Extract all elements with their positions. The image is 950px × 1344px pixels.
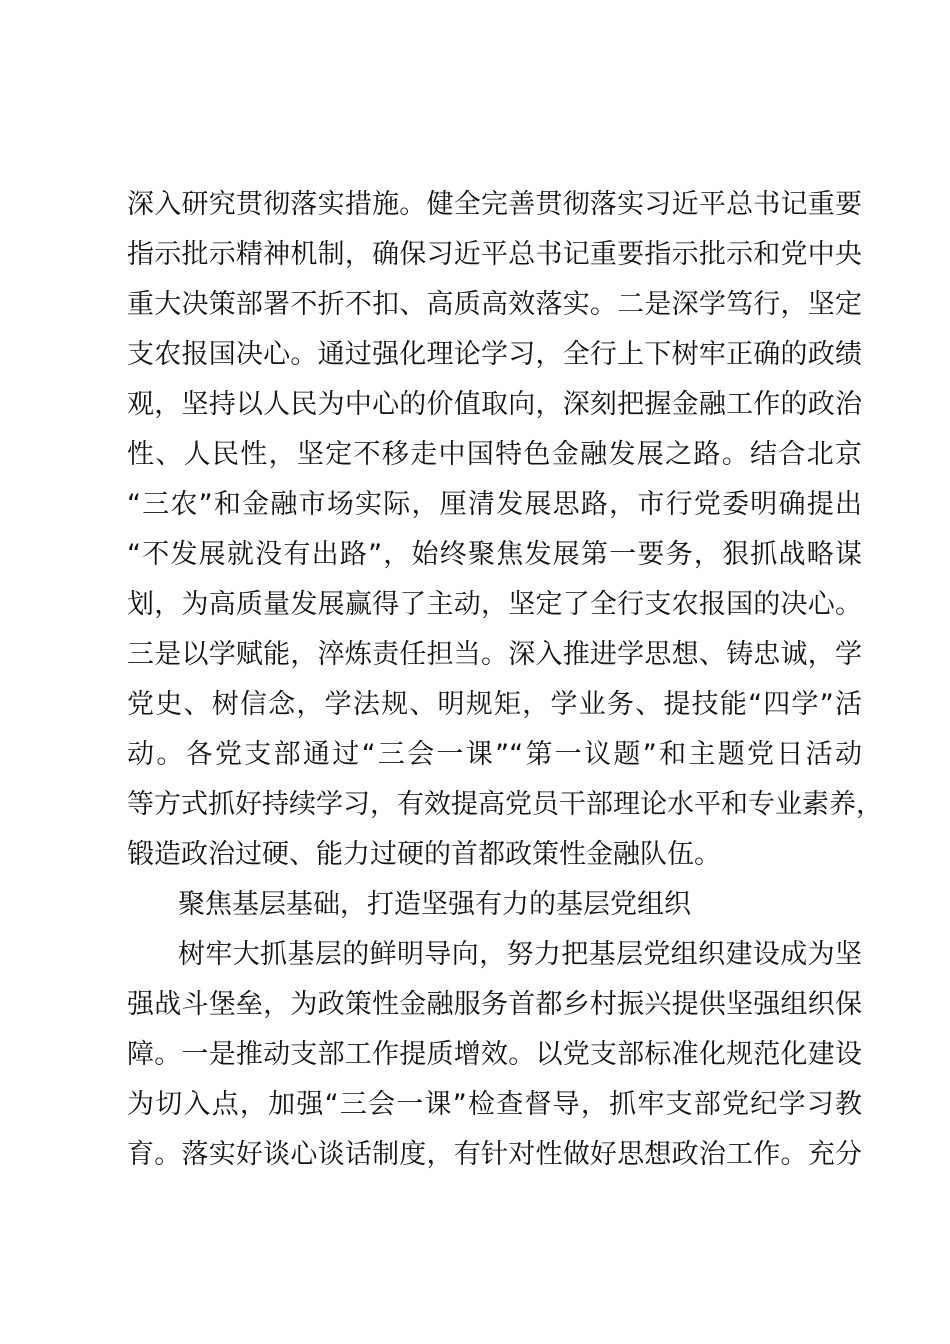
text-line: “不发展就没有出路”，始终聚焦发展第一要务，狠抓战略谋 xyxy=(127,539,862,570)
text-line: 障。一是推动支部工作提质增效。以党支部标准化规范化建设 xyxy=(127,1039,862,1070)
text-line: 三是以学赋能，淬炼责任担当。深入推进学思想、铸忠诚，学 xyxy=(127,639,862,670)
text-line: 划，为高质量发展赢得了主动，坚定了全行支农报国的决心。 xyxy=(127,589,862,620)
text-line: 强战斗堡垒，为政策性金融服务首都乡村振兴提供坚强组织保 xyxy=(127,989,862,1020)
text-line: 党史、树信念，学法规、明规矩，学业务、提技能“四学”活 xyxy=(127,689,862,720)
text-line: 为切入点，加强“三会一课”检查督导，抓牢支部党纪学习教 xyxy=(127,1089,862,1120)
section-heading: 聚焦基层基础，打造坚强有力的基层党组织 xyxy=(178,889,691,920)
text-line: 等方式抓好持续学习，有效提高党员干部理论水平和专业素养， xyxy=(127,789,883,820)
text-line: 育。落实好谈心谈话制度，有针对性做好思想政治工作。充分 xyxy=(127,1139,862,1170)
text-line: 动。各党支部通过“三会一课”“第一议题”和主题党日活动 xyxy=(127,739,862,770)
text-line: 观，坚持以人民为中心的价值取向，深刻把握金融工作的政治 xyxy=(127,389,862,420)
text-line: 指示批示精神机制，确保习近平总书记重要指示批示和党中央 xyxy=(127,239,862,270)
text-line: 重大决策部署不折不扣、高质高效落实。二是深学笃行，坚定 xyxy=(127,289,862,320)
text-line: 支农报国决心。通过强化理论学习，全行上下树牢正确的政绩 xyxy=(127,339,862,370)
text-line: 深入研究贯彻落实措施。健全完善贯彻落实习近平总书记重要 xyxy=(127,189,862,220)
text-line: 树牢大抓基层的鲜明导向，努力把基层党组织建设成为坚 xyxy=(178,939,862,970)
text-line: “三农”和金融市场实际，厘清发展思路，市行党委明确提出 xyxy=(127,489,862,520)
text-line: 锻造政治过硬、能力过硬的首都政策性金融队伍。 xyxy=(127,839,721,870)
text-line: 性、人民性，坚定不移走中国特色金融发展之路。结合北京 xyxy=(127,439,862,470)
